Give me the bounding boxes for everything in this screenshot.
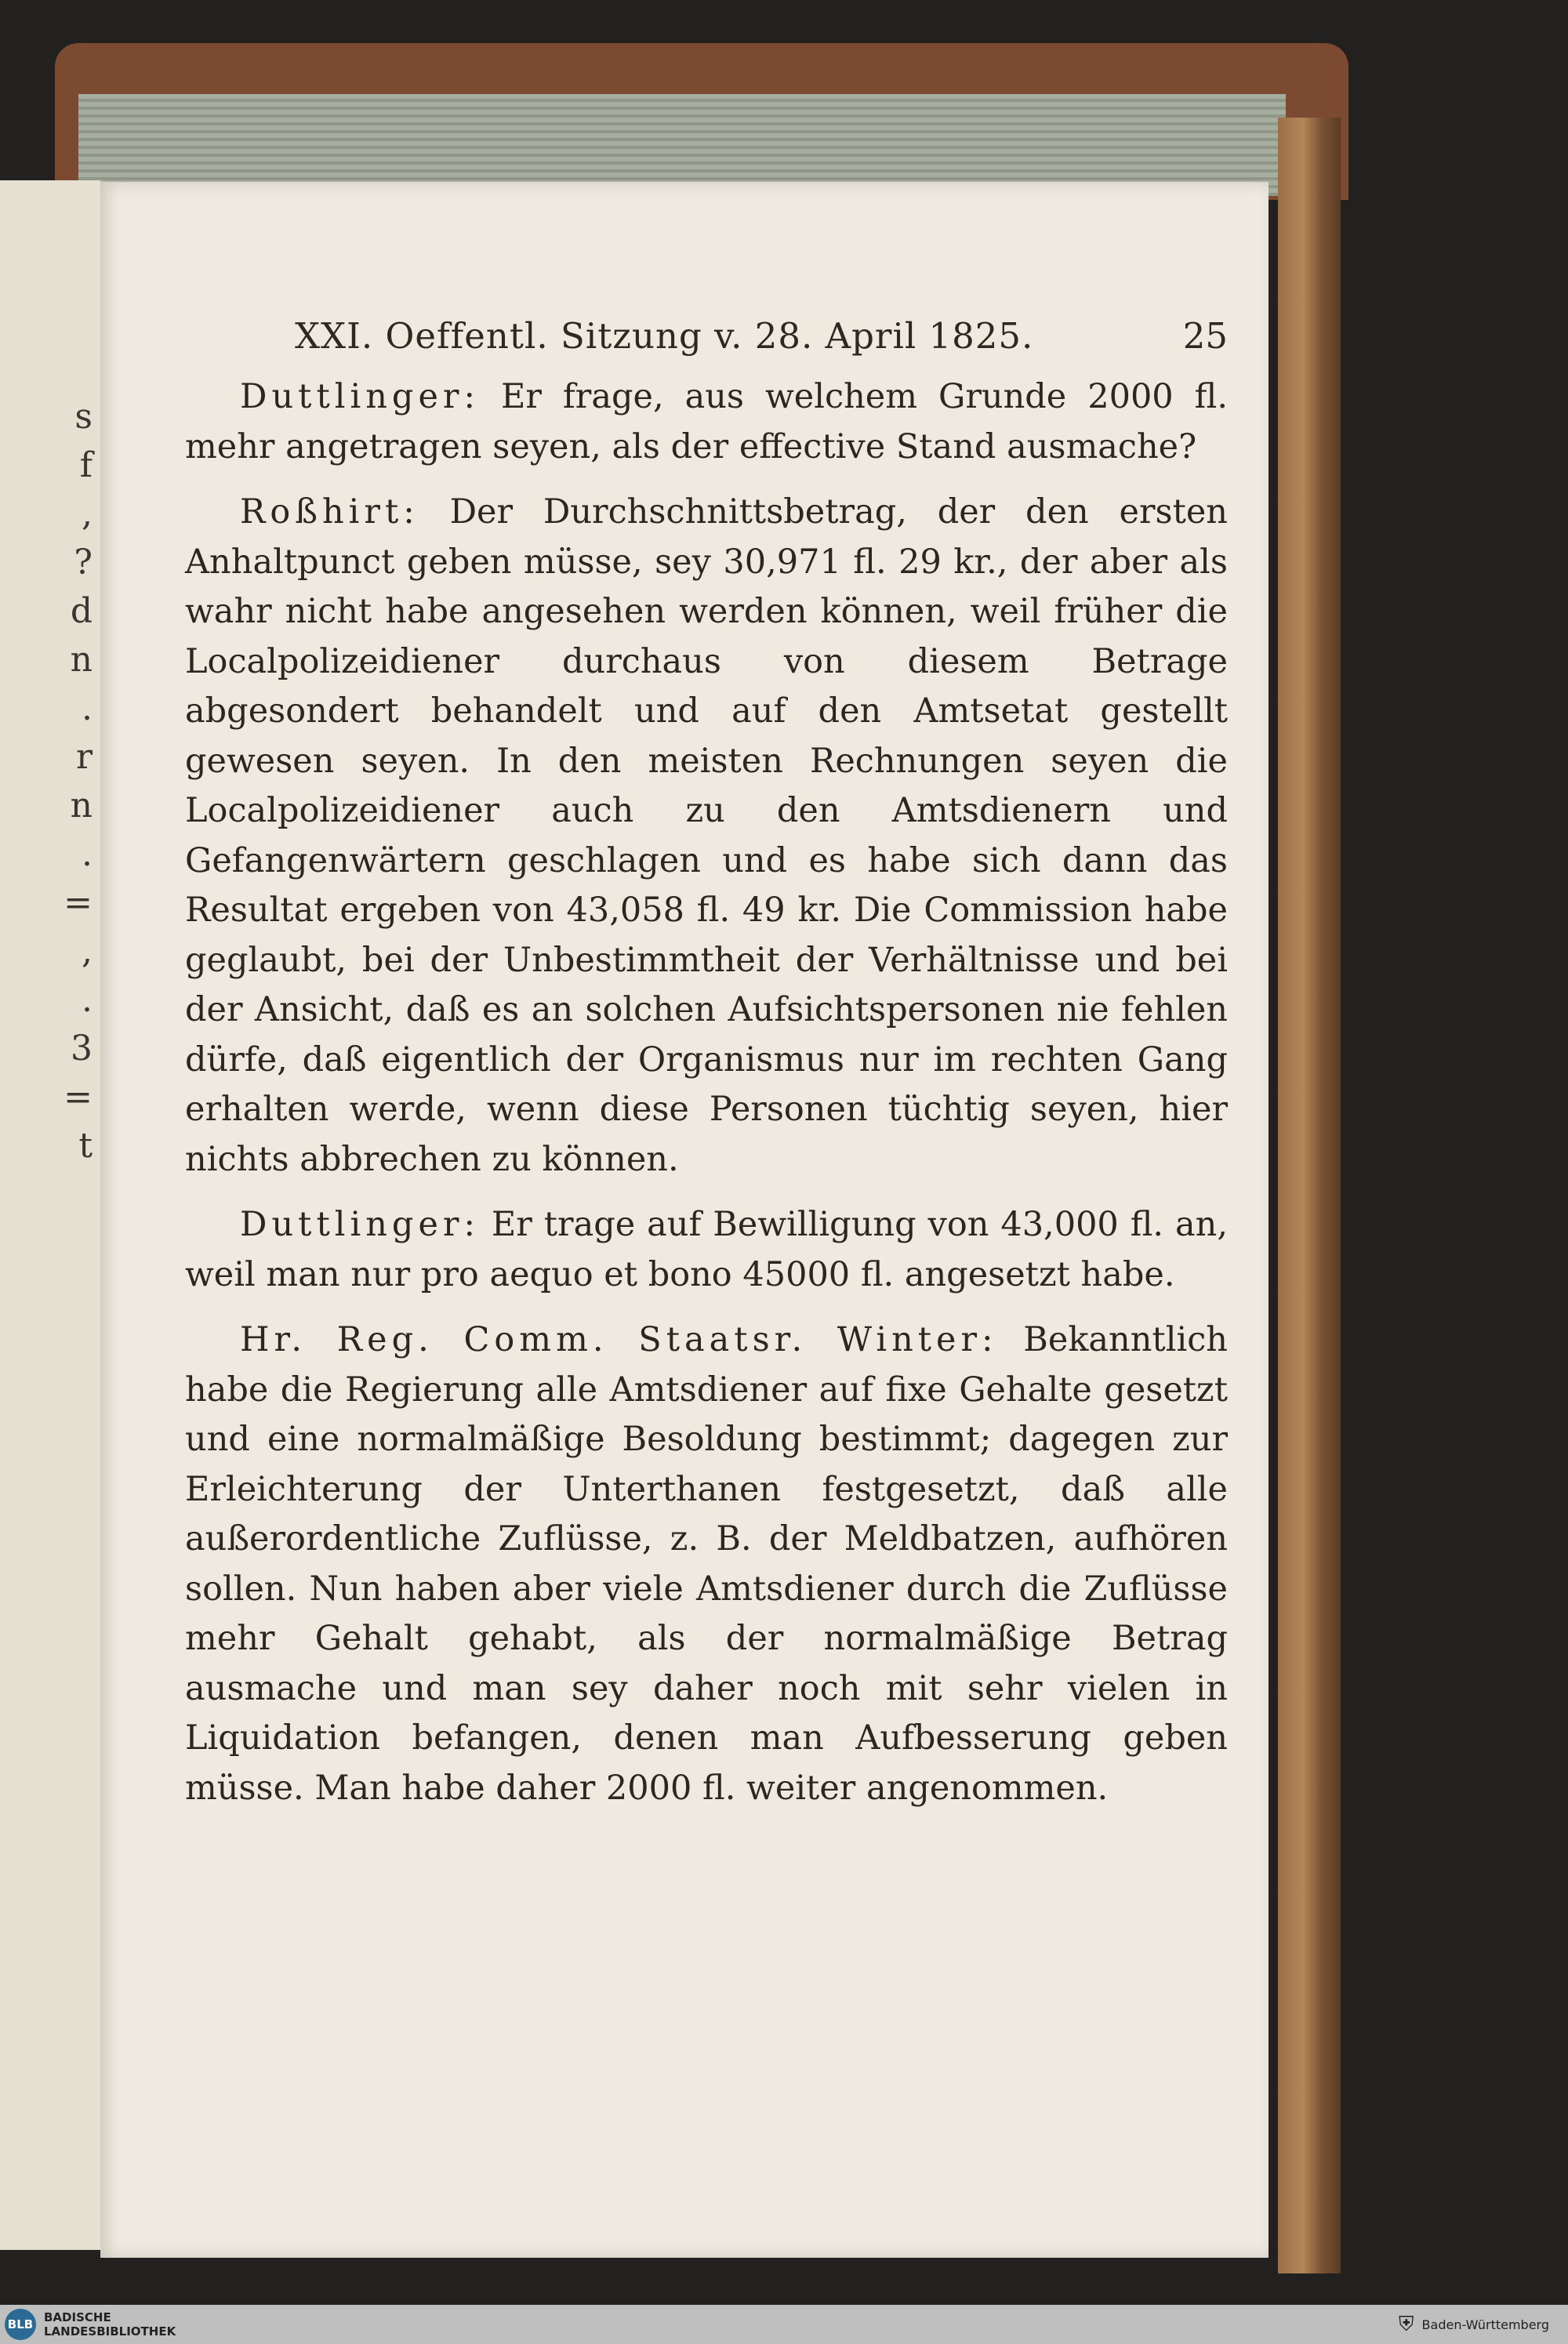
coat-of-arms-icon: ⛨ xyxy=(1399,2312,1414,2336)
blb-label-line2: LANDESBIBLIOTHEK xyxy=(44,2324,176,2339)
paragraph xyxy=(185,372,1228,472)
viewer-footer xyxy=(0,2305,1568,2344)
left-page-char: t xyxy=(78,1126,93,1166)
paragraph xyxy=(185,488,1228,1185)
paragraph-text: Er frage, aus welchem Grunde 2000 fl. mehr angetragen seyen, als der effective Stand ausmache? xyxy=(185,377,1228,466)
left-page-char: . xyxy=(82,834,93,874)
page-content xyxy=(185,315,1228,1829)
left-page-char: 3 xyxy=(71,1029,93,1069)
left-page-char: n xyxy=(70,786,93,825)
blb-logo[interactable] xyxy=(5,2309,176,2340)
left-page-char: d xyxy=(70,591,93,631)
left-page-fragment xyxy=(0,180,105,2250)
paragraph-text: Er trage auf Bewilligung von 43,000 fl. an, weil man nur pro aequo et bono 45000 fl. angesetzt habe. xyxy=(185,1205,1228,1294)
blb-label-line1: BADISCHE xyxy=(44,2310,111,2324)
page-number: 25 xyxy=(1182,315,1228,357)
paragraph-text: Der Durchschnittsbetrag, der den ersten Anhaltpunct geben müsse, sey 30,971 fl. 29 kr., der aber als wahr nicht habe angesehen werden können, weil früher die Localpolizeidiener durchaus von diesem Betrage abgesondert behandelt und auf den Amtsetat gestellt gewesen seyen. In den meisten Rechnungen seyen die Localpolizeidiener auch zu den Amtsdienern und Gefangenwärtern geschlagen und es habe sich dann das Resultat ergeben von 43,058 fl. 49 kr. Die Commission habe geglaubt, bei der Unbestimmtheit der Verhältnisse und bei der Ansicht, daß es an solchen Aufsichtspersonen nie fehlen dürfe, daß eigentlich der Organismus nur im rechten Gang erhalten werde, wenn diese Personen tüchtig seyen, hier nichts abbrechen zu können. xyxy=(185,492,1228,1179)
page-edges xyxy=(78,94,1286,196)
speaker-name: Hr. Reg. Comm. Staatsr. Winter: xyxy=(240,1320,998,1359)
left-page-char: r xyxy=(75,737,93,777)
left-page-char: . xyxy=(82,980,93,1020)
left-page-char: f xyxy=(79,445,93,485)
running-head-title: XXI. Oeffentl. Sitzung v. 28. April 1825. xyxy=(295,315,1034,357)
running-head xyxy=(185,315,1228,357)
book-page xyxy=(100,182,1269,2258)
left-page-char: n xyxy=(70,640,93,680)
left-page-char: s xyxy=(74,397,93,437)
blb-badge: BLB xyxy=(5,2309,36,2340)
left-page-char: = xyxy=(64,1077,93,1117)
paragraph-text: Bekanntlich habe die Regierung alle Amtsdiener auf fixe Gehalte gesetzt und eine normalmäßige Besoldung bestimmt; dagegen zur Erleichterung der Unterthanen festgesetzt, daß alle außerordentliche Zuflüsse, z. B. der Meldbatzen, aufhören sollen. Nun haben aber viele Amtsdiener durch die Zuflüsse mehr Gehalt gehabt, als der normalmäßige Betrag ausmache und man sey daher noch mit sehr vielen in Liquidation befangen, denen man Aufbesserung geben müsse. Man habe daher 2000 fl. weiter angenommen. xyxy=(185,1320,1228,1808)
speaker-name: Duttlinger: xyxy=(240,1205,480,1244)
paragraph xyxy=(185,1200,1228,1300)
paragraph xyxy=(185,1315,1228,1813)
book-cover-right xyxy=(1278,118,1341,2273)
speaker-name: Roßhirt: xyxy=(240,492,419,532)
left-page-char: , xyxy=(82,931,93,971)
left-page-char: . xyxy=(82,688,93,728)
left-page-char: = xyxy=(64,883,93,923)
blb-label xyxy=(44,2310,176,2339)
left-page-char: , xyxy=(82,494,93,534)
left-page-char: ? xyxy=(74,542,93,582)
bw-label: Baden-Württemberg xyxy=(1421,2317,1549,2332)
bw-logo[interactable] xyxy=(1399,2313,1549,2337)
speaker-name: Duttlinger: xyxy=(240,377,480,416)
